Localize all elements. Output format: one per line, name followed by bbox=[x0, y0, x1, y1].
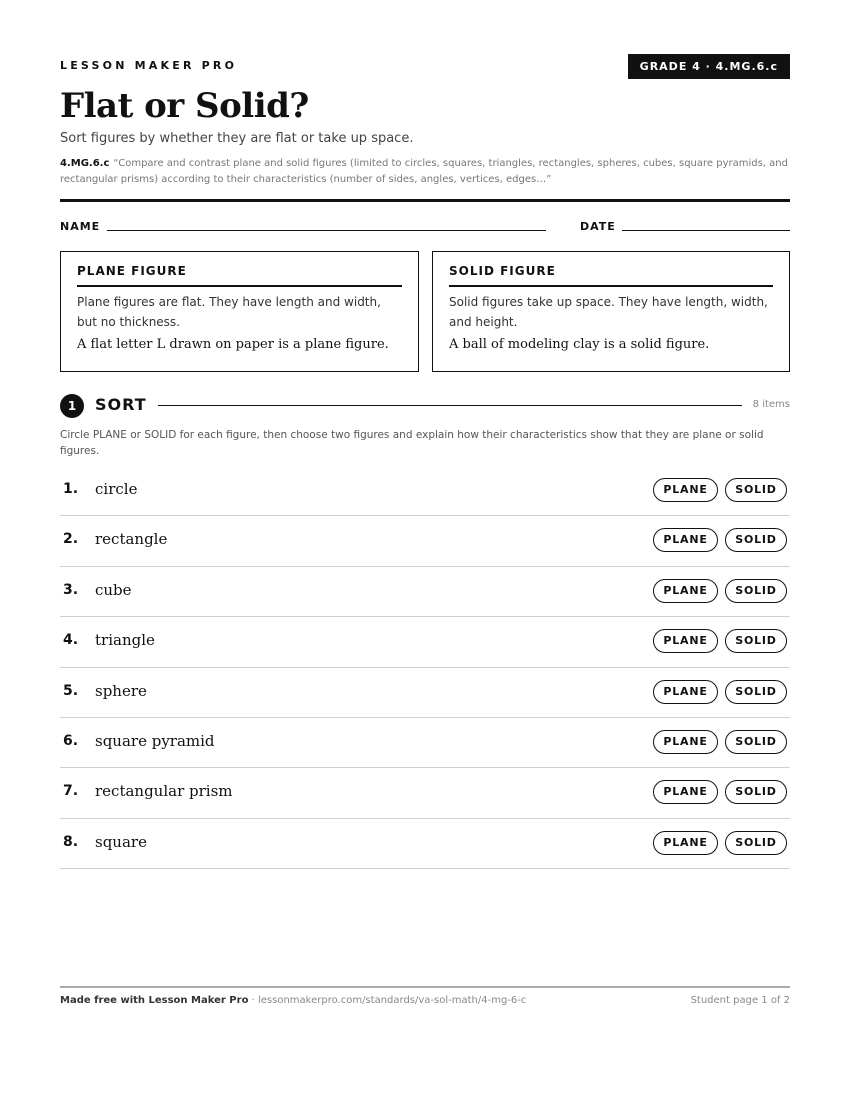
name-line[interactable] bbox=[107, 230, 546, 231]
item-count: 8 items bbox=[752, 399, 790, 410]
page-title: Flat or Solid? bbox=[60, 86, 309, 126]
item-label: triangle bbox=[95, 631, 155, 650]
item-label: square pyramid bbox=[95, 731, 215, 750]
item-number: 3. bbox=[63, 581, 79, 598]
section-title: SORT bbox=[95, 395, 147, 414]
item-label: rectangle bbox=[95, 530, 168, 549]
plane-choice[interactable]: PLANE bbox=[653, 629, 718, 653]
item-number: 2. bbox=[63, 531, 79, 548]
definition-text: Solid figures take up space. They have length, width, and height. bbox=[449, 295, 768, 329]
standard-code: 4.MG.6.c bbox=[60, 158, 110, 169]
list-item bbox=[60, 617, 790, 667]
definition-example: A ball of modeling clay is a solid figure. bbox=[449, 337, 710, 352]
solid-choice[interactable]: SOLID bbox=[725, 629, 787, 653]
solid-choice[interactable]: SOLID bbox=[725, 579, 787, 603]
section-number-badge: 1 bbox=[60, 394, 84, 418]
item-number: 8. bbox=[63, 833, 79, 850]
item-number: 7. bbox=[63, 783, 79, 800]
date-line[interactable] bbox=[622, 230, 790, 231]
list-item bbox=[60, 768, 790, 818]
solid-choice[interactable]: SOLID bbox=[725, 680, 787, 704]
list-item bbox=[60, 668, 790, 718]
solid-choice[interactable]: SOLID bbox=[725, 478, 787, 502]
list-item bbox=[60, 466, 790, 516]
solid-choice[interactable]: SOLID bbox=[725, 780, 787, 804]
plane-choice[interactable]: PLANE bbox=[653, 528, 718, 552]
list-item bbox=[60, 567, 790, 617]
plane-choice[interactable]: PLANE bbox=[653, 478, 718, 502]
worksheet-page bbox=[60, 0, 790, 1100]
item-number: 4. bbox=[63, 632, 79, 649]
plane-choice[interactable]: PLANE bbox=[653, 680, 718, 704]
solid-figure-definition bbox=[432, 251, 790, 372]
page-subtitle: Sort figures by whether they are flat or take up space. bbox=[60, 131, 414, 146]
item-label: rectangular prism bbox=[95, 782, 233, 801]
footer-url[interactable]: · lessonmakerpro.com/standards/va-sol-math/4-mg-6-c bbox=[248, 995, 527, 1006]
list-item bbox=[60, 819, 790, 869]
plane-choice[interactable]: PLANE bbox=[653, 780, 718, 804]
date-label: DATE bbox=[580, 220, 616, 233]
definition-example: A flat letter L drawn on paper is a plane figure. bbox=[77, 337, 389, 352]
item-number: 6. bbox=[63, 732, 79, 749]
definition-text: Plane figures are flat. They have length and width, but no thickness. bbox=[77, 295, 381, 329]
footer-made-with: Made free with Lesson Maker Pro bbox=[60, 995, 249, 1006]
standard-description bbox=[60, 156, 790, 188]
plane-choice[interactable]: PLANE bbox=[653, 579, 718, 603]
section-rule bbox=[158, 405, 742, 406]
solid-choice[interactable]: SOLID bbox=[725, 831, 787, 855]
header-divider bbox=[60, 199, 790, 202]
brand-name: LESSON MAKER PRO bbox=[60, 59, 238, 72]
standard-text: “Compare and contrast plane and solid figures (limited to circles, squares, triangles, rectangles, spheres, cubes, square pyramids, and rectangular prisms) according to their characteristics (number of sides, angles, vertices, edges…” bbox=[60, 158, 788, 185]
item-number: 5. bbox=[63, 682, 79, 699]
solid-choice[interactable]: SOLID bbox=[725, 528, 787, 552]
page-number: Student page 1 of 2 bbox=[690, 995, 790, 1006]
name-label: NAME bbox=[60, 220, 101, 233]
definition-heading: SOLID FIGURE bbox=[449, 264, 773, 287]
item-label: cube bbox=[95, 580, 132, 599]
list-item bbox=[60, 718, 790, 768]
list-item bbox=[60, 516, 790, 566]
plane-choice[interactable]: PLANE bbox=[653, 831, 718, 855]
solid-choice[interactable]: SOLID bbox=[725, 730, 787, 754]
footer-credit bbox=[60, 995, 526, 1006]
item-label: sphere bbox=[95, 681, 147, 700]
plane-figure-definition bbox=[60, 251, 419, 372]
section-instructions: Circle PLANE or SOLID for each figure, then choose two figures and explain how their characteristics show that they are plane or solid figures. bbox=[60, 429, 764, 457]
item-number: 1. bbox=[63, 481, 79, 497]
plane-choice[interactable]: PLANE bbox=[653, 730, 718, 754]
item-label: square bbox=[95, 832, 147, 851]
sort-item-list bbox=[60, 466, 790, 869]
grade-badge: GRADE 4 · 4.MG.6.c bbox=[628, 54, 790, 79]
item-label: circle bbox=[95, 480, 138, 498]
definition-heading: PLANE FIGURE bbox=[77, 264, 402, 287]
footer-divider bbox=[60, 986, 790, 988]
